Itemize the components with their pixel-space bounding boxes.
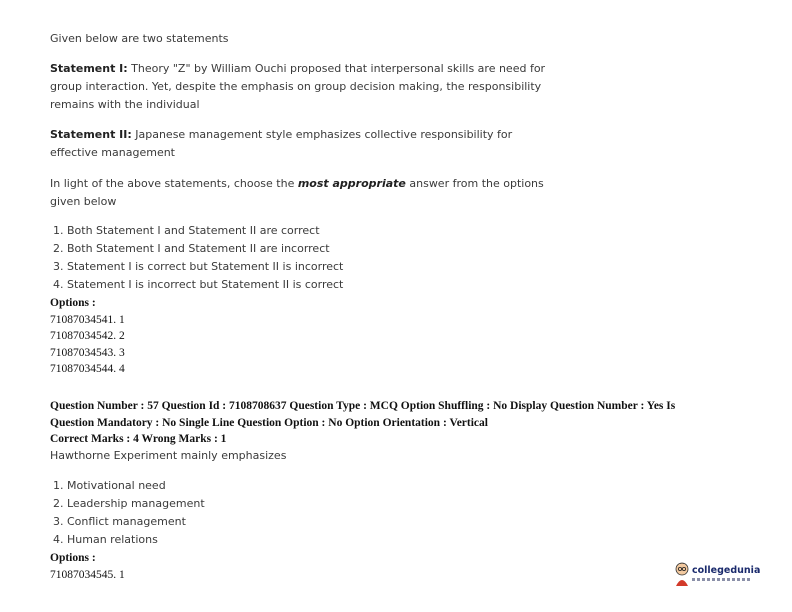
q56-choice-list <box>50 222 343 294</box>
option-id: 71087034545. 1 <box>50 568 125 581</box>
options-label: Options : <box>50 552 96 564</box>
list-item: 4. Statement I is incorrect but Statement II is correct <box>53 278 344 291</box>
q57-meta <box>50 398 675 448</box>
q56-intro: Given below are two statements <box>50 32 229 45</box>
list-item: 3. Statement I is correct but Statement II is incorrect <box>53 260 344 273</box>
q57-choice-list <box>50 477 205 549</box>
mascot-icon <box>672 560 692 588</box>
watermark-text: collegedunia <box>692 565 761 576</box>
watermark-tagline <box>692 578 750 581</box>
list-item: 3. Conflict management <box>53 515 186 528</box>
instruction-emphasis: most appropriate <box>297 177 406 190</box>
statement-1-label: Statement I: <box>50 62 128 75</box>
q57-question: Hawthorne Experiment mainly emphasizes <box>50 449 287 462</box>
list-item: 1. Motivational need <box>53 479 166 492</box>
list-item: 2. Both Statement I and Statement II are incorrect <box>53 242 330 255</box>
option-id: 71087034541. 1 <box>50 313 125 326</box>
q56-options <box>50 295 125 378</box>
list-item: 1. Both Statement I and Statement II are correct <box>53 224 320 237</box>
question-meta-line-1: Question Number : 57 Question Id : 7108708637 Question Type : MCQ Option Shuffling : No Display Question Number : Yes Is <box>50 400 676 412</box>
q56-statement-2 <box>50 126 550 162</box>
collegedunia-logo <box>672 560 761 588</box>
question-meta-line-2: Question Mandatory : No Single Line Question Option : No Option Orientation : Vertical <box>50 416 488 429</box>
instruction-after: answer from the options given below <box>50 177 544 208</box>
option-id: 71087034543. 3 <box>50 346 125 359</box>
q57-options <box>50 550 125 583</box>
statement-2-label: Statement II: <box>50 128 132 141</box>
option-id: 71087034544. 4 <box>50 363 125 375</box>
question-marks: Correct Marks : 4 Wrong Marks : 1 <box>50 433 227 445</box>
q56-statement-1 <box>50 60 550 114</box>
list-item: 2. Leadership management <box>53 497 205 510</box>
statement-1-text: Theory "Z" by William Ouchi proposed that interpersonal skills are need for group interaction. Yet, despite the emphasis on group decision making, the responsibility remains with the individual <box>50 62 546 111</box>
list-item: 4. Human relations <box>53 533 158 546</box>
q56-instruction <box>50 175 550 211</box>
statement-2-text: Japanese management style emphasizes collective responsibility for effective management <box>50 128 513 159</box>
option-id: 71087034542. 2 <box>50 330 125 342</box>
instruction-before: In light of the above statements, choose the <box>50 177 298 190</box>
options-label: Options : <box>50 297 96 309</box>
